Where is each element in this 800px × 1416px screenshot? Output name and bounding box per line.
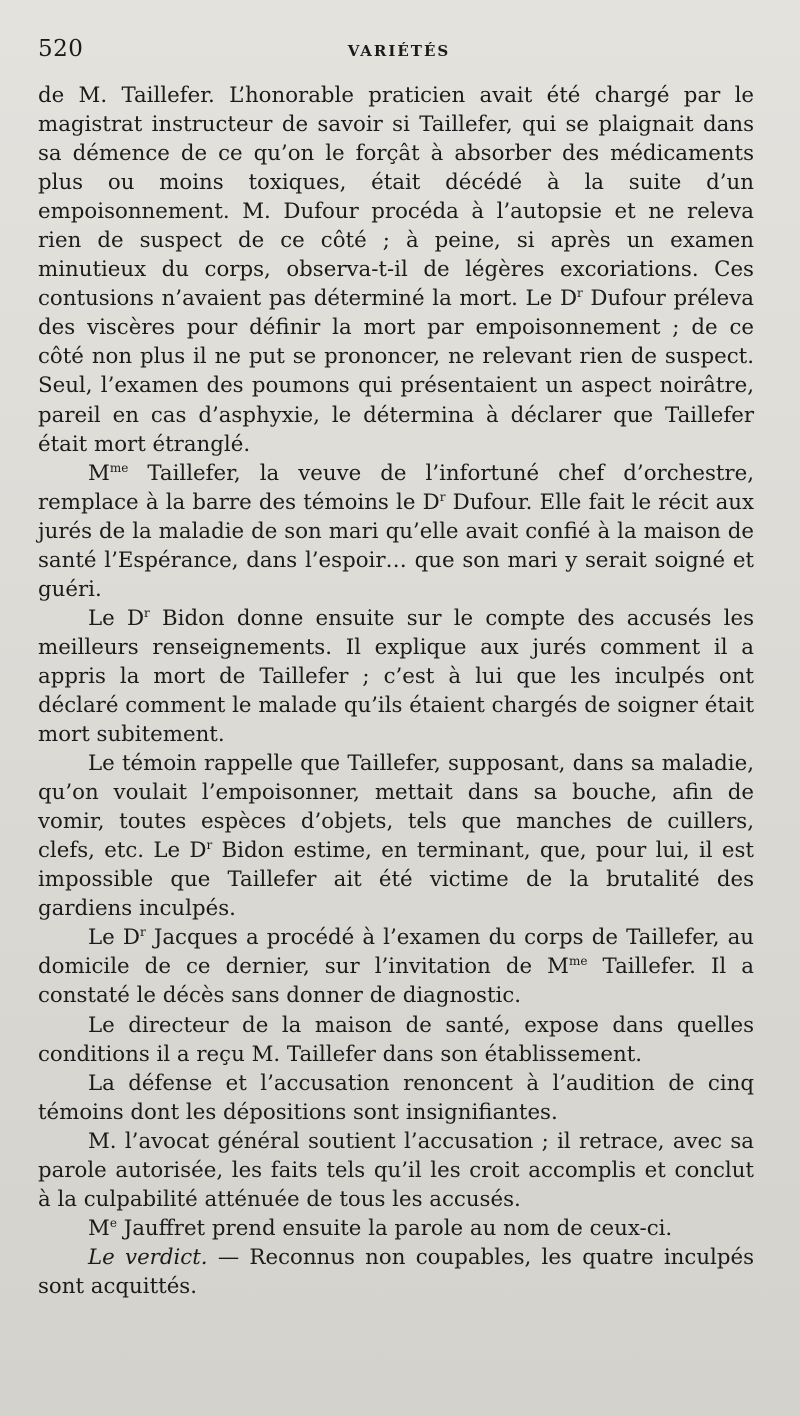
paragraph-verdict: Le verdict. — Reconnus non coupables, les quatre inculpés sont acquittés. <box>38 1244 755 1299</box>
paragraph-6: Le directeur de la maison de santé, expose dans quelles conditions il a reçu M. Taillefer dans son établissement. <box>38 1012 754 1067</box>
running-title: VARIÉTÉS <box>347 42 451 60</box>
paragraph-2: $M^{me}$ Taillefer, la veuve de l’infortuné chef d’orchestre, remplace à la barre des témoins le $D^r$ Dufour. Elle fait le récit aux jurés de la maladie de son mari qu’elle avait confié à la maison de santé l’Espérance, dans l’espoir… que son mari y serait soigné et guéri. <box>38 460 754 602</box>
page-header <box>38 36 760 70</box>
paragraph-5: Le $D^r$ Jacques a procédé à l’examen du corps de Taillefer, au domicile de ce dernier, sur l’invitation de $M^{me}$ Taillefer. Il a constaté le décès sans donner de diagnostic. <box>38 925 754 1009</box>
paragraph-9: Me Jauffret prend ensuite la parole au nom de ceux-ci. <box>88 1215 673 1241</box>
verdict-heading: Le verdict. <box>88 1244 208 1270</box>
page-number: 520 <box>38 36 84 62</box>
paragraph-3: Le $D^r$ Bidon donne ensuite sur le compte des accusés les meilleurs renseignements. Il explique aux jurés comment il a appris la mort de Taillefer ; c’est à lui que les inculpés ont déclaré comment le malade qu’ils étaient chargés de soigner était mort subitement. <box>38 605 754 748</box>
paragraph-4: Le témoin rappelle que Taillefer, supposant, dans sa maladie, qu’on voulait l’empoisonner, mettait dans sa bouche, afin de vomir, toutes espèces d’objets, tels que manches de cuillers, clefs, etc. Le $D^r$ Bidon estime, en terminant, que, pour lui, il est impossible que Taillefer ait été victime de la brutalité des gardiens inculpés. <box>38 751 754 922</box>
paragraph-8: M. l’avocat général soutient l’accusation ; il retrace, avec sa parole autorisée, les faits tels qu’il les croit accomplis et conclut à la culpabilité atténuée de tous les accusés. <box>38 1128 754 1212</box>
paragraph-1: de M. Taillefer. L’honorable praticien avait été chargé par le magistrat instructeur de savoir si Taillefer, qui se plaignait dans sa démence de ce qu’on le forçât à absorber des médicaments plus ou moins toxiques, était décédé à la suite d’un empoisonnement. M. Dufour procéda à l’autopsie et ne releva rien de suspect de ce côté ; à peine, si après un examen minutieux du corps, observa-t-il de légères excoriations. Ces contusions n’avaient pas déterminé la mort. Le $D^r$ Dufour préleva des viscères pour définir la mort par empoisonnement ; de ce côté non plus il ne put se prononcer, ne relevant rien de suspect. Seul, l’examen des poumons qui présentaient un aspect noirâtre, pareil en cas d’asphyxie, le détermina à déclarer que Taillefer était mort étranglé. <box>38 83 755 457</box>
paragraph-7: La défense et l’accusation renoncent à l’audition de cinq témoins dont les dépositions sont insignifiantes. <box>38 1070 754 1125</box>
body-text <box>38 81 754 1301</box>
